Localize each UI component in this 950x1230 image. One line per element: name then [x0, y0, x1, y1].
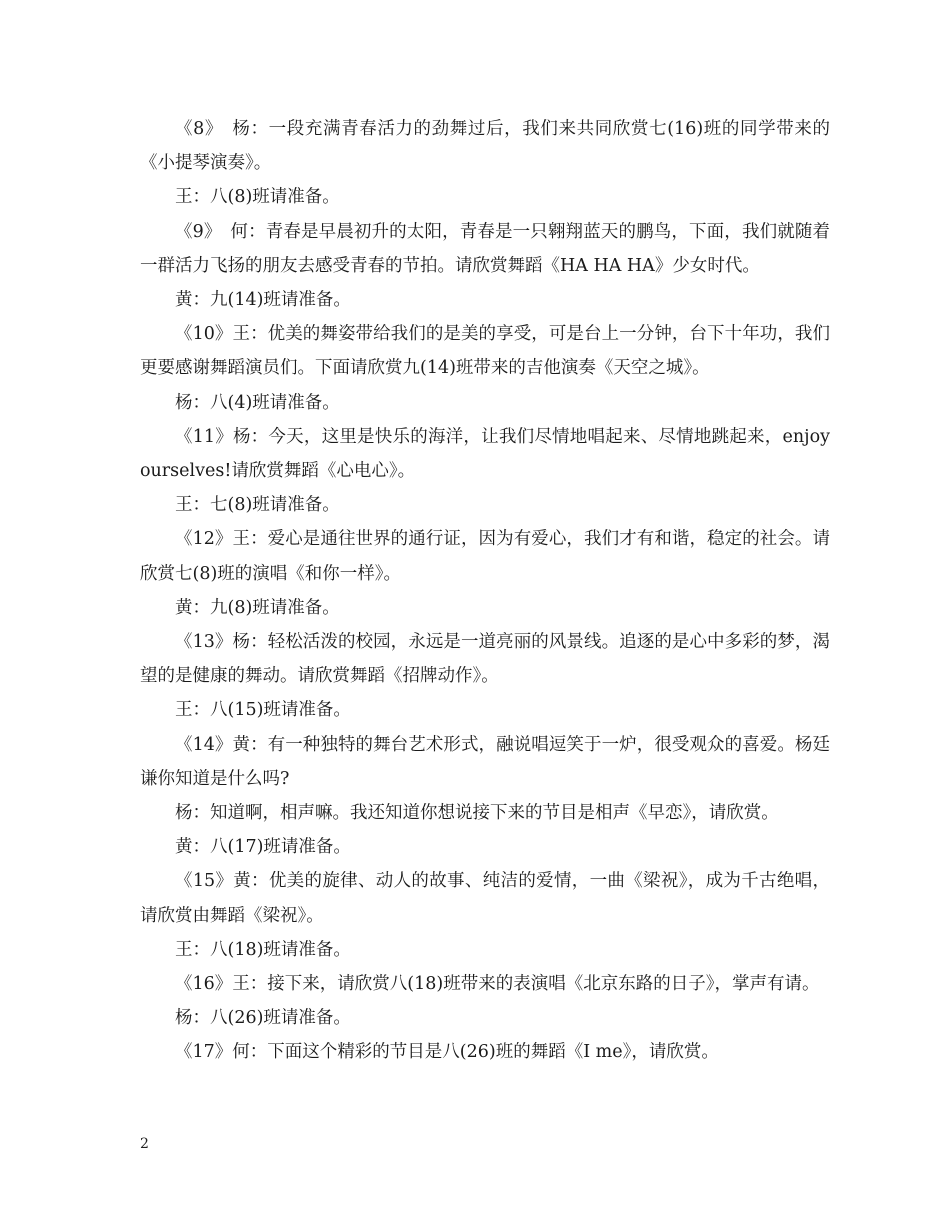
script-paragraph: 《14》黄：有一种独特的舞台艺术形式，融说唱逗笑于一炉，很受观众的喜爱。杨廷谦你知道是什么吗?: [140, 734, 830, 789]
script-paragraph: 王：七(8)班请准备。: [175, 495, 340, 516]
script-paragraph: 《10》王：优美的舞姿带给我们的是美的享受，可是台上一分钟，台下十年功，我们更要感谢舞蹈演员们。下面请欣赏九(14)班带来的吉他演奏《天空之城》。: [140, 324, 830, 379]
script-paragraph: 《11》杨：今天，这里是快乐的海洋，让我们尽情地唱起来、尽情地跳起来，enjoy ourselves!请欣赏舞蹈《心电心》。: [140, 426, 830, 482]
script-paragraph: 王：八(8)班请准备。: [175, 187, 340, 208]
script-paragraph: 杨：八(4)班请准备。: [175, 392, 340, 413]
script-paragraph: 黄：八(17)班请准备。: [175, 837, 351, 858]
script-paragraph: 《8》 杨：一段充满青春活力的劲舞过后，我们来共同欣赏七(16)班的同学带来的《小提琴演奏》。: [140, 119, 830, 174]
script-paragraph: 《12》王：爱心是通往世界的通行证，因为有爱心，我们才有和谐，稳定的社会。请欣赏七(8)班的演唱《和你一样》。: [140, 529, 830, 584]
script-paragraph: 《9》 何：青春是早晨初升的太阳，青春是一只翱翔蓝天的鹏鸟，下面，我们就随着一群活力飞扬的朋友去感受青春的节拍。请欣赏舞蹈《HA HA HA》少女时代。: [140, 221, 830, 276]
script-paragraph: 《13》杨：轻松活泼的校园，永远是一道亮丽的风景线。追逐的是心中多彩的梦，渴望的是健康的舞动。请欣赏舞蹈《招牌动作》。: [140, 632, 830, 687]
script-paragraph: 黄：九(8)班请准备。: [175, 597, 340, 618]
script-paragraph: 王：八(18)班请准备。: [175, 939, 351, 960]
script-paragraph: 王：八(15)班请准备。: [175, 700, 351, 721]
document-body: [140, 112, 830, 1070]
script-paragraph: 黄：九(14)班请准备。: [175, 290, 351, 311]
script-paragraph: 《15》黄：优美的旋律、动人的故事、纯洁的爱情，一曲《梁祝》，成为千古绝唱，请欣赏由舞蹈《梁祝》。: [140, 871, 830, 926]
script-paragraph: 杨：八(26)班请准备。: [175, 1008, 351, 1029]
script-paragraph: 杨：知道啊，相声嘛。我还知道你想说接下来的节目是相声《早恋》，请欣赏。: [175, 803, 779, 824]
page-number: 2: [140, 1136, 149, 1152]
script-paragraph: 《16》王：接下来，请欣赏八(18)班带来的表演唱《北京东路的日子》，掌声有请。: [175, 974, 820, 995]
script-paragraph: 《17》何：下面这个精彩的节目是八(26)班的舞蹈《I me》，请欣赏。: [175, 1042, 719, 1063]
